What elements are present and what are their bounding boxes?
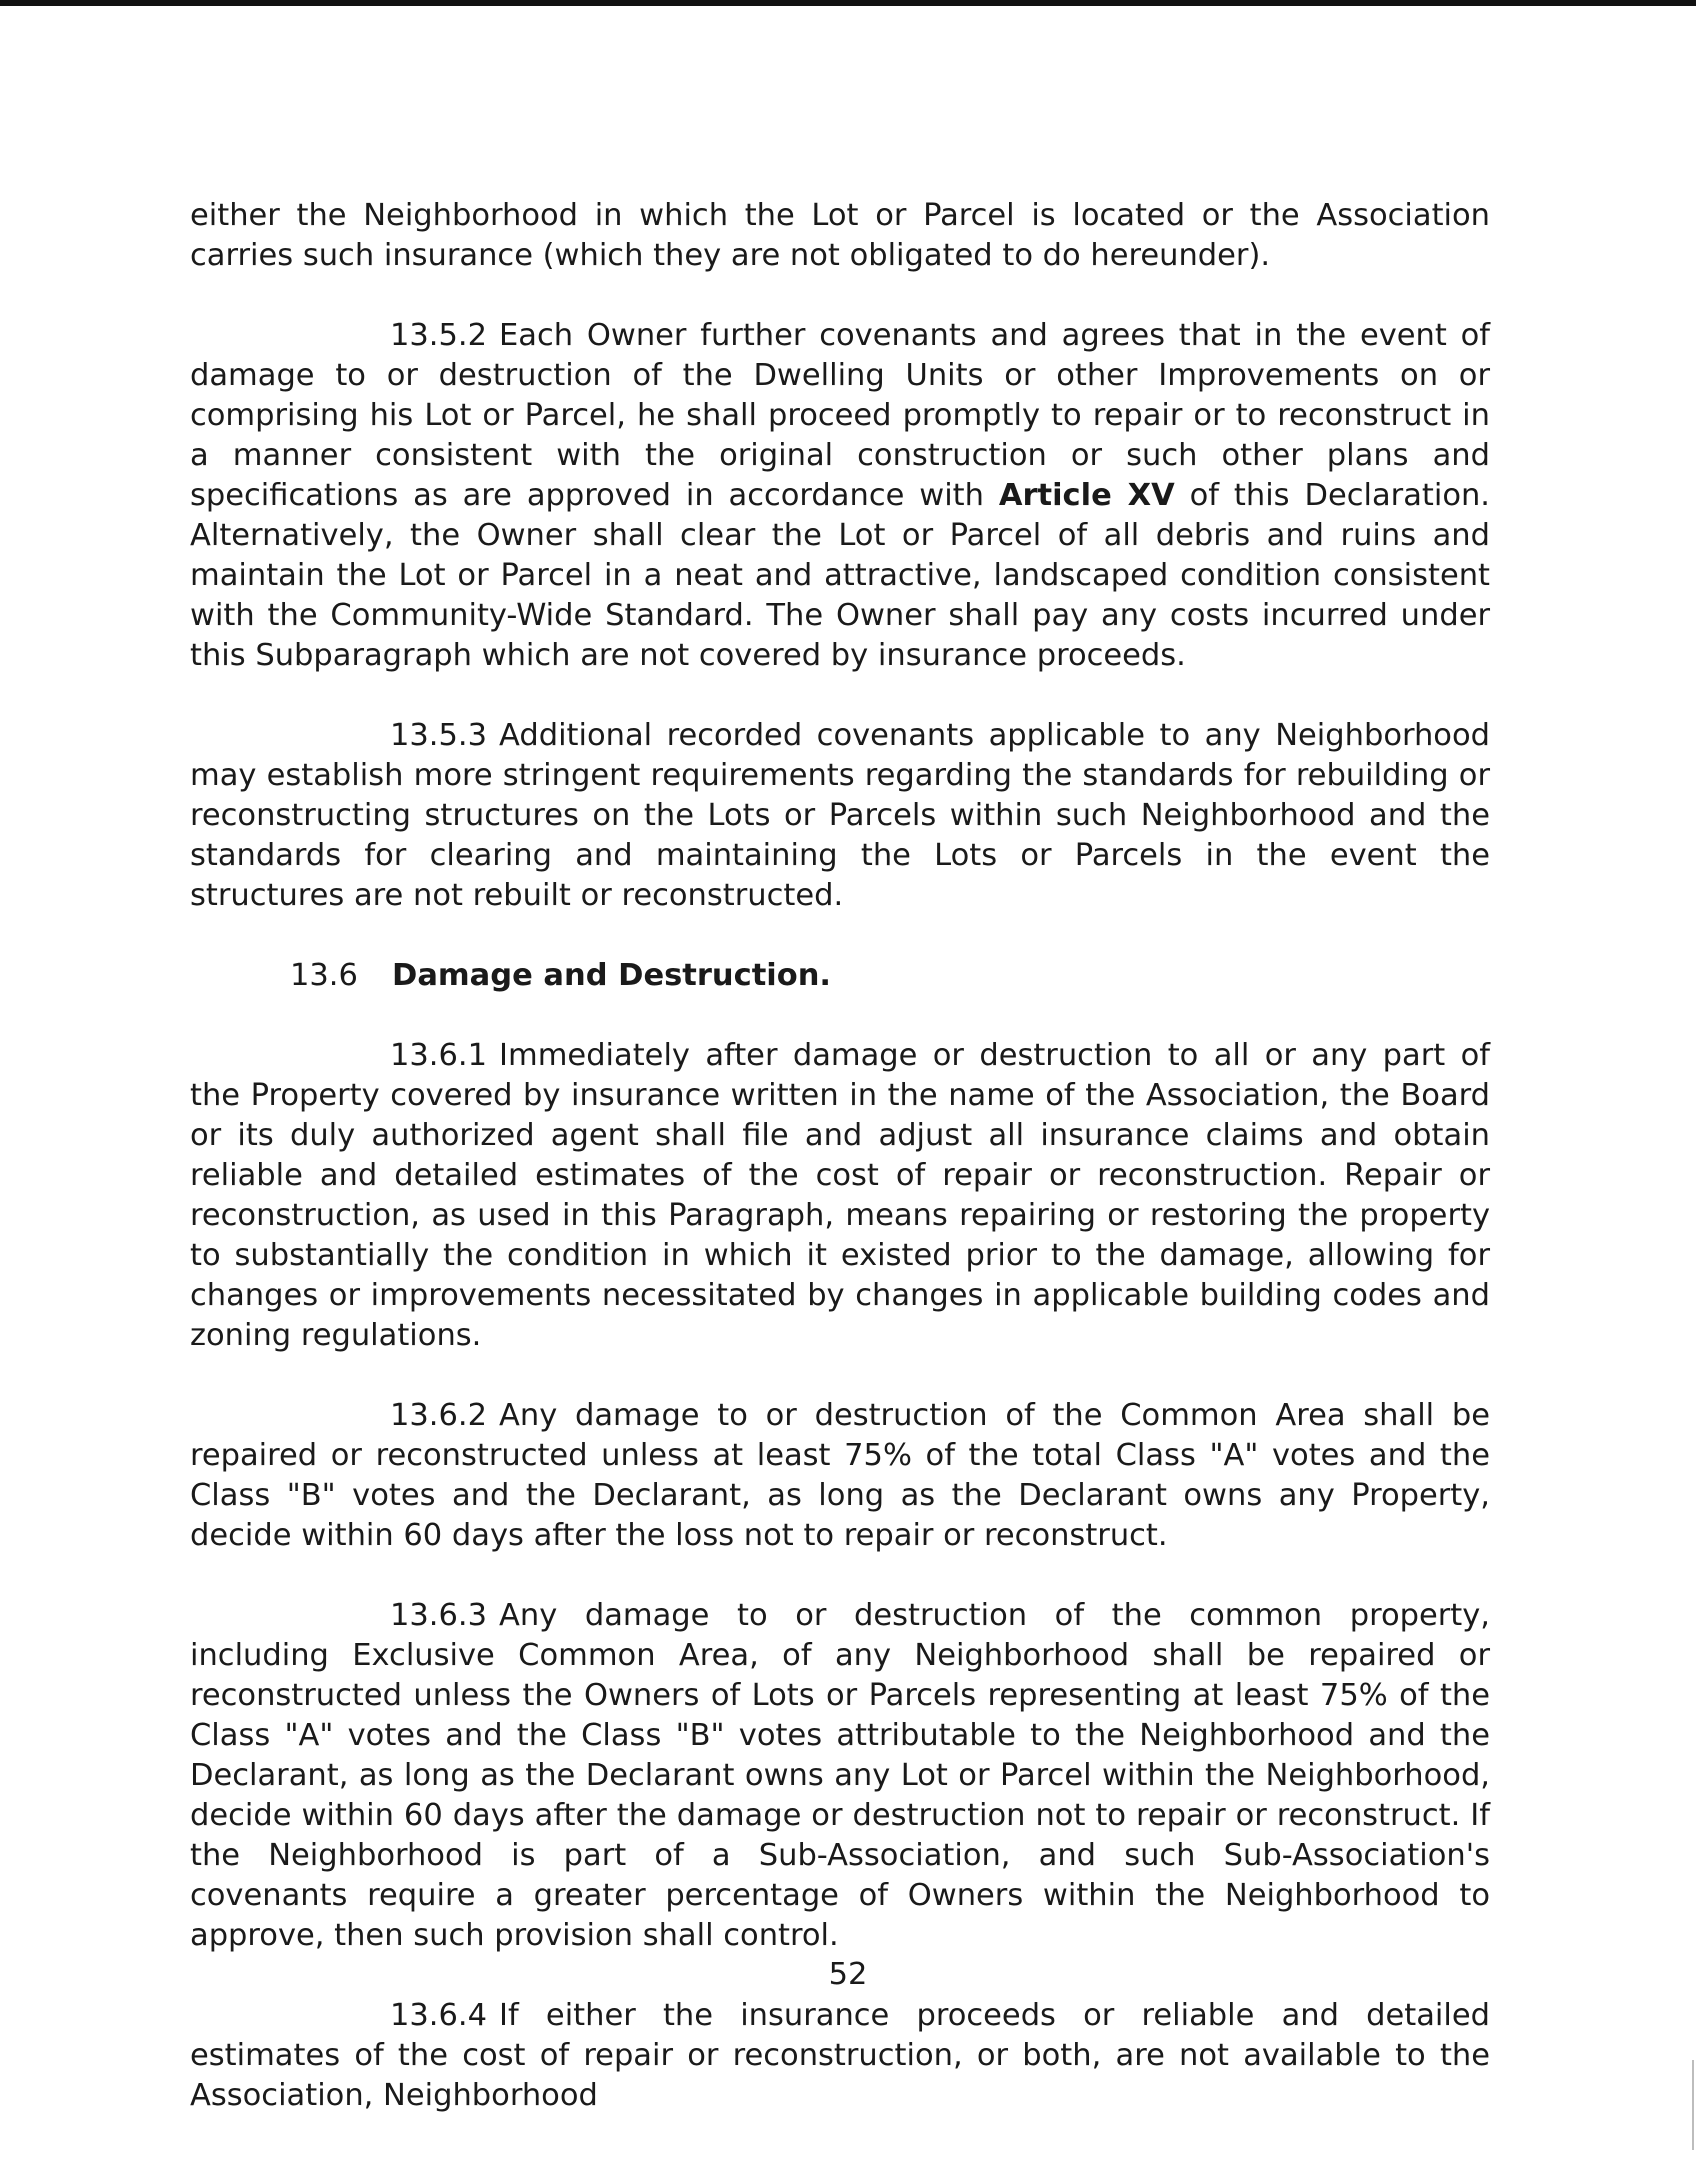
paragraph-13-5-2: [190, 316, 1490, 676]
paragraph-text: Any damage to or destruction of the common property, including Exclusive Common Area, of any Neighborhood shall be repaired or reconstructed unless the Owners of Lots or Parcels representing at least 75% of the Class "A" votes and the Class "B" votes attributable to the Neighborhood and the Declarant, as long as the Declarant owns any Lot or Parcel within the Neighborhood, decide within 60 days after the damage or destruction not to repair or reconstruct. If the Neighborhood is part of a Sub-Association, and such Sub-Association's covenants require a greater percentage of Owners within the Neighborhood to approve, then such provision shall control.: [190, 1598, 1490, 1953]
section-number: 13.6.3: [390, 1598, 488, 1633]
body-text: [190, 196, 1490, 2156]
section-title: Damage and Destruction.: [392, 958, 832, 993]
scan-edge-mark: [1692, 2060, 1694, 2150]
paragraph-13-6-4: [190, 1996, 1490, 2116]
paragraph-text: If either the insurance proceeds or reliable and detailed estimates of the cost of repair or reconstruction, or both, are not available to the Association, Neighborhood: [190, 1998, 1490, 2113]
paragraph-13-6-2: [190, 1396, 1490, 1556]
paragraph-text: of this Declaration. Alternatively, the Owner shall clear the Lot or Parcel of all debris and ruins and maintain the Lot or Parcel in a neat and attractive, landscaped condition consistent with the Community-Wide Standard. The Owner shall pay any costs incurred under this Subparagraph which are not covered by insurance proceeds.: [190, 478, 1490, 673]
page-number: 52: [828, 1957, 868, 1992]
article-reference: Article XV: [998, 478, 1175, 513]
paragraph-text: Each Owner further covenants and agrees that in the event of damage to or destruction of the Dwelling Units or other Improvements on or comprising his Lot or Parcel, he shall proceed promptly to repair or to reconstruct in a manner consistent with the original construction or such other plans and specifications as are approved in accordance with: [190, 318, 1490, 513]
paragraph-13-6-1: [190, 1036, 1490, 1356]
paragraph-text: Immediately after damage or destruction to all or any part of the Property covered by insurance written in the name of the Association, the Board or its duly authorized agent shall file and adjust all insurance claims and obtain reliable and detailed estimates of the cost of repair or reconstruction. Repair or reconstruction, as used in this Paragraph, means repairing or restoring the property to substantially the condition in which it existed prior to the damage, allowing for changes or improvements necessitated by changes in applicable building codes and zoning regulations.: [190, 1038, 1490, 1353]
scan-top-border: [0, 0, 1696, 6]
section-number: 13.6.1: [390, 1038, 488, 1073]
paragraph-text: Additional recorded covenants applicable to any Neighborhood may establish more stringent requirements regarding the standards for rebuilding or reconstructing structures on the Lots or Parcels within such Neighborhood and the standards for clearing and maintaining the Lots or Parcels in the event the structures are not rebuilt or reconstructed.: [190, 718, 1490, 913]
section-number: 13.6.2: [390, 1398, 488, 1433]
paragraph-text: Any damage to or destruction of the Common Area shall be repaired or reconstructed unless at least 75% of the total Class "A" votes and the Class "B" votes and the Declarant, as long as the Declarant owns any Property, decide within 60 days after the loss not to repair or reconstruct.: [190, 1398, 1490, 1553]
section-number: 13.6: [290, 958, 358, 993]
section-number: 13.6.4: [390, 1998, 488, 2033]
paragraph-13-6-3: [190, 1596, 1490, 1956]
paragraph-text: either the Neighborhood in which the Lot or Parcel is located or the Association carries such insurance (which they are not obligated to do hereunder).: [190, 198, 1490, 273]
section-number: 13.5.3: [390, 718, 488, 753]
section-heading-13-6: [190, 956, 1490, 996]
paragraph-intro: [190, 196, 1490, 276]
paragraph-13-5-3: [190, 716, 1490, 916]
section-number: 13.5.2: [390, 318, 488, 353]
